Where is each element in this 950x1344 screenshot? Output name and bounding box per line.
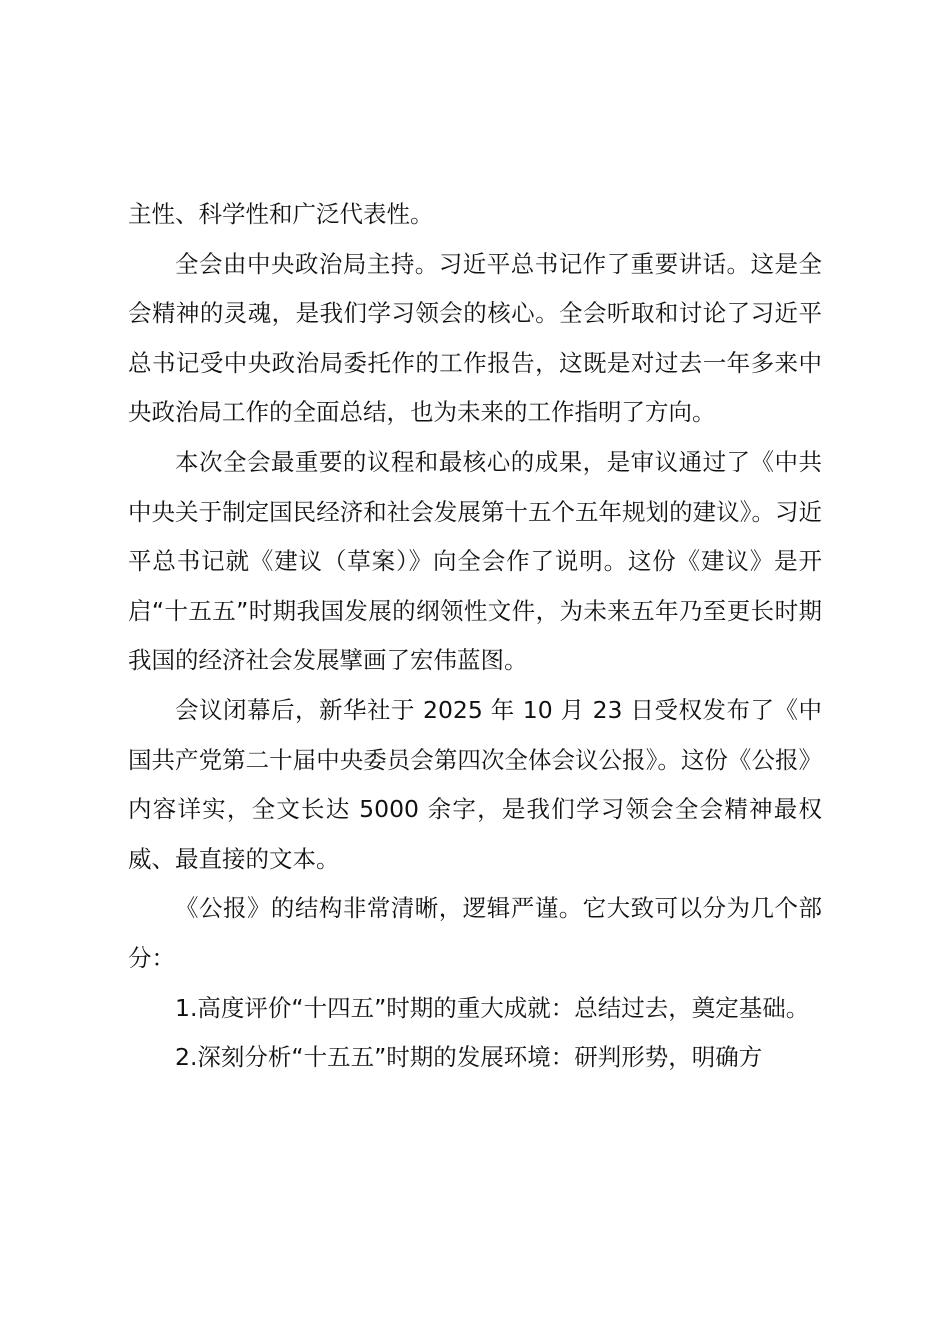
document-page — [128, 190, 822, 1083]
list-item-1: 1.高度评价“十四五”时期的重大成就：总结过去，奠定基础。 — [175, 993, 810, 1022]
paragraph-communique-release: 会议闭幕后，新华社于 2025 年 10 月 23 日受权发布了《中国共产党第二十届中央委员会第四次全体会议公报》。这份《公报》内容详实，全文长达 5000 余字，是我们学习领会全会精神最权威、最直接的文本。 — [128, 695, 822, 873]
paragraph-structure-intro: 《公报》的结构非常清晰，逻辑严谨。它大致可以分为几个部分： — [128, 894, 822, 972]
paragraph-continuation: 主性、科学性和广泛代表性。 — [128, 200, 434, 228]
paragraph-core-outcome: 本次全会最重要的议程和最核心的成果，是审议通过了《中共中央关于制定国民经济和社会发展第十五个五年规划的建议》。习近平总书记就《建议（草案）》向全会作了说明。这份《建议》是开启“十五五”时期我国发展的纲领性文件，为未来五年乃至更长时期我国的经济社会发展擘画了宏伟蓝图。 — [128, 447, 822, 675]
paragraph-plenum-speech: 全会由中央政治局主持。习近平总书记作了重要讲话。这是全会精神的灵魂，是我们学习领会的核心。全会听取和讨论了习近平总书记受中央政治局委托作的工作报告，这既是对过去一年多来中央政治局工作的全面总结，也为未来的工作指明了方向。 — [128, 249, 822, 427]
list-item-2: 2.深刻分析“十五五”时期的发展环境：研判形势，明确方 — [175, 1043, 763, 1072]
